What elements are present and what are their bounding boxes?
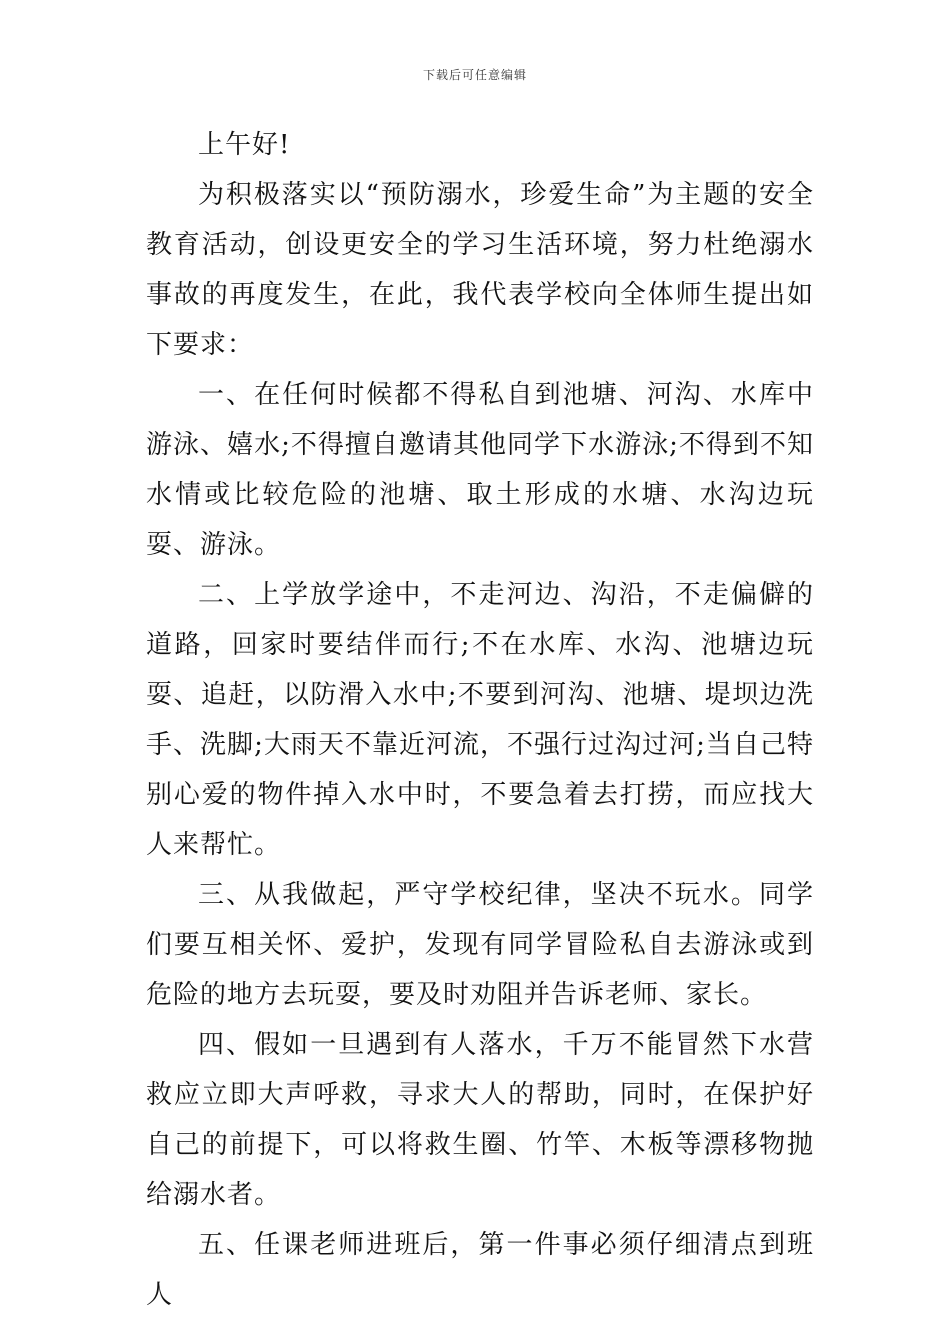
rule-paragraph-3: 三、从我做起，严守学校纪律，坚决不玩水。同学们要互相关怀、爱护，发现有同学冒险私自去游泳或到危险的地方去玩耍，要及时劝阻并告诉老师、家长。 bbox=[146, 880, 814, 1010]
page-header-note: 下载后可任意编辑 bbox=[422, 68, 527, 82]
document-body bbox=[146, 120, 814, 1320]
intro-paragraph: 为积极落实以“预防溺水，珍爱生命”为主题的安全教育活动，创设更安全的学习生活环境，努力杜绝溺水事故的再度发生，在此，我代表学校向全体师生提出如下要求： bbox=[146, 180, 814, 360]
rule-paragraph-4: 四、假如一旦遇到有人落水，千万不能冒然下水营救应立即大声呼救，寻求大人的帮助，同时，在保护好自己的前提下，可以将救生圈、竹竿、木板等漂移物抛给溺水者。 bbox=[146, 1030, 814, 1210]
greeting-paragraph: 上午好! bbox=[198, 130, 291, 160]
rule-paragraph-1: 一、在任何时候都不得私自到池塘、河沟、水库中游泳、嬉水;不得擅自邀请其他同学下水游泳;不得到不知水情或比较危险的池塘、取土形成的水塘、水沟边玩耍、游泳。 bbox=[146, 380, 814, 560]
rule-paragraph-2: 二、上学放学途中，不走河边、沟沿，不走偏僻的道路，回家时要结伴而行;不在水库、水沟、池塘边玩耍、追赶，以防滑入水中;不要到河沟、池塘、堤坝边洗手、洗脚;大雨天不靠近河流，不强行过沟过河;当自己特别心爱的物件掉入水中时，不要急着去打捞，而应找大人来帮忙。 bbox=[146, 580, 814, 860]
rule-paragraph-5: 五、任课老师进班后，第一件事必须仔细清点到班人 bbox=[146, 1230, 814, 1310]
